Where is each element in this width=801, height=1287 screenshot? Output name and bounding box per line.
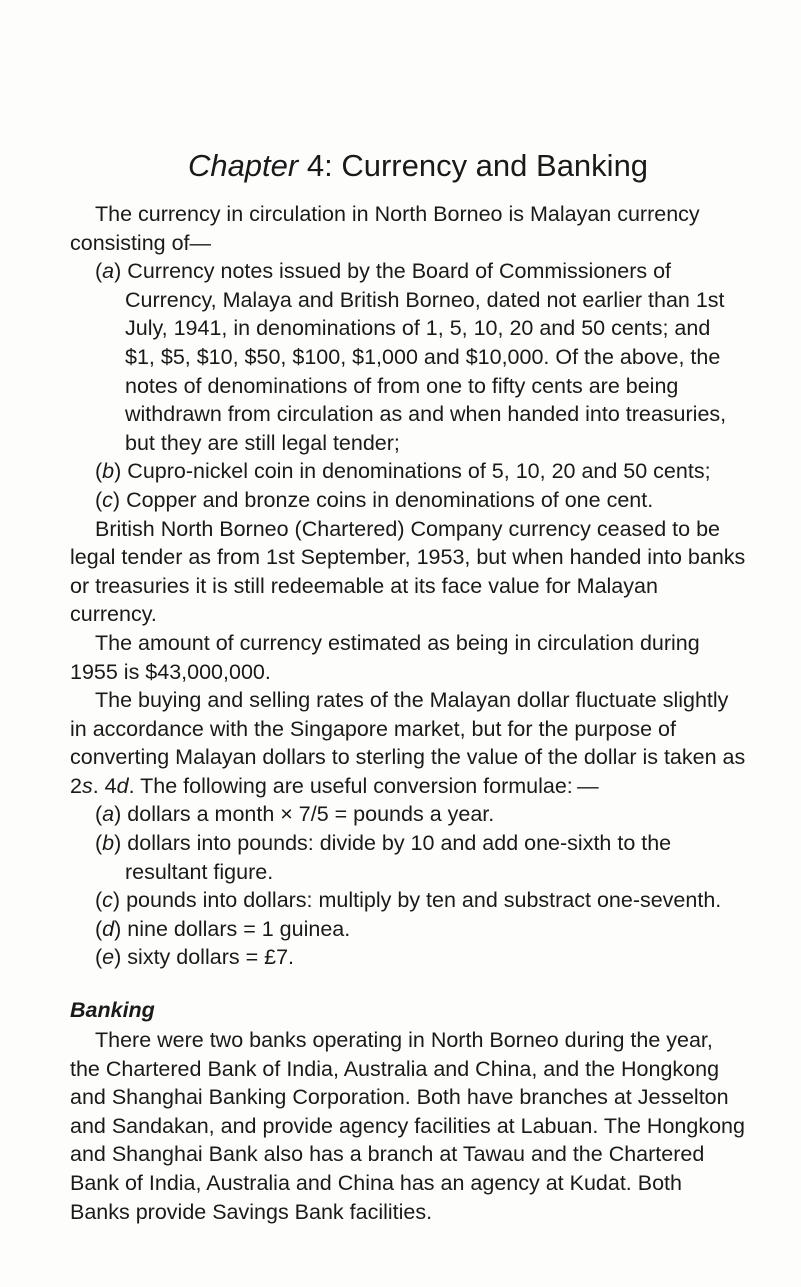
circulation-amount-paragraph: The amount of currency estimated as being in circulation during 1955 is $43,000,000. [70,630,700,684]
chapter-title [70,148,746,184]
item-text: Currency notes issued by the Board of Commissioners of Currency, Malaya and British Borneo, dated not earlier than 1st July, 1941, in denominations of 1, 5, 10, 20 and 50 cents; and $1, $5, $10, $50, $100, $1,000 and $10,000. Of the above, the notes of denominations of from one to fifty cents are being withdrawn from circulation as and when handed into treasuries, but they are still legal tender; [125,259,727,455]
item-label: (b) [95,459,122,484]
chapter-heading-text: 4: Currency and Banking [298,148,649,183]
formula-label: (d) [95,916,122,941]
formula-text: dollars a month × 7/5 = pounds a year. [127,802,495,827]
company-currency-paragraph: British North Borneo (Chartered) Company currency ceased to be legal tender as from 1st September, 1953, but when handed into banks or treasuries it is still redeemable at its face value for Malayan currency. [70,516,746,627]
formula-label: (c) [95,888,121,913]
item-text: Cupro-nickel coin in denominations of 5, 10, 20 and 50 cents; [127,459,711,484]
formula-e [70,943,746,972]
formula-label: (e) [95,945,122,970]
currency-item-b [70,457,746,486]
formula-label: (b) [95,831,122,856]
formula-text: pounds into dollars: multiply by ten and substract one-seventh. [126,888,722,913]
chapter-word: Chapter [187,148,299,183]
item-label: (a) [95,259,122,284]
document-page [70,148,746,1226]
item-label: (c) [95,487,121,512]
formula-label: (a) [95,802,122,827]
currency-item-a [70,257,746,457]
exchange-rates-paragraph: The buying and selling rates of the Malayan dollar fluctuate slightly in accordance with the Singapore market, but for the purpose of converting Malayan dollars to sterling the value of the dollar is taken as 2s. 4d. The following are useful conversion formulae: — [70,688,746,798]
formula-c [70,886,746,915]
formula-b [70,829,746,886]
currency-item-c [70,486,746,515]
banking-heading: Banking [70,998,155,1023]
formula-text: nine dollars = 1 guinea. [127,916,351,941]
item-text: Copper and bronze coins in denominations of one cent. [126,487,654,512]
formula-d [70,915,746,944]
banking-paragraph: There were two banks operating in North Borneo during the year, the Chartered Bank of India, Australia and China, and the Hongkong and Shanghai Banking Corporation. Both have branches at Jesselton and Sandakan, and provide agency facilities at Labuan. The Hongkong and Shanghai Bank also has a branch at Tawau and the Chartered Bank of India, Australia and China has an agency at Kudat. Both Banks provide Savings Bank facilities. [70,1028,745,1224]
currency-intro-paragraph: The currency in circulation in North Borneo is Malayan currency consisting of— [70,202,700,255]
formula-text: dollars into pounds: divide by 10 and add one-sixth to the resultant figure. [125,831,672,884]
formula-a [70,800,746,829]
formula-text: sixty dollars = £7. [127,945,294,970]
